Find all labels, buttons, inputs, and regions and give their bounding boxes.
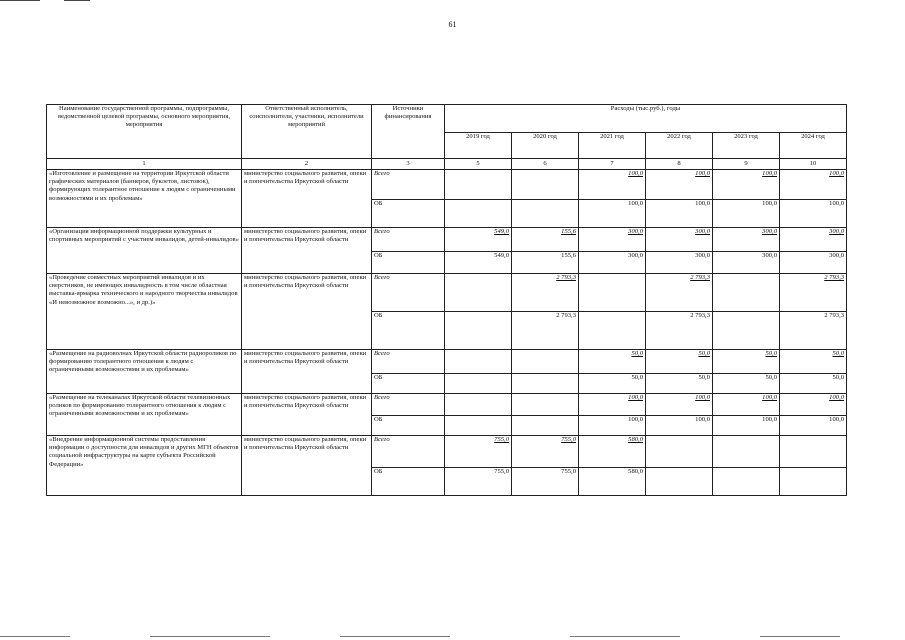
ob-value-cell: 755,0: [512, 468, 579, 496]
total-value-cell: 100,0: [713, 394, 780, 416]
ob-value-cell: 100,0: [579, 200, 646, 228]
ob-value-cell: [445, 416, 512, 436]
measure-name: «Изготовление и размещение на территории Иркутской области графических материалов (баннеров, буклетов, листовок), формирующих толерантное отношение к людям с ограниченными возможностями и их проблемам»: [47, 170, 242, 228]
source-ob-label: ОБ: [372, 416, 445, 436]
total-value-cell: 100,0: [646, 394, 713, 416]
table-row: [47, 228, 847, 252]
scan-edge-mark: [64, 0, 90, 1]
total-value-cell: 2 793,3: [646, 274, 713, 312]
table-row: [47, 350, 847, 374]
header-year: 2024 год: [780, 133, 847, 159]
header-year: 2022 год: [646, 133, 713, 159]
measure-name: «Размещение на радиоволнах Иркутской области радиороликов по формированию толерантного отношения к людям с ограниченными возможностями и их проблемам»: [47, 350, 242, 394]
table-row: [47, 274, 847, 312]
ob-value-cell: 100,0: [646, 416, 713, 436]
measure-name: «Организация информационной поддержки культурных и спортивных мероприятий с участием инвалидов, детей-инвалидов»: [47, 228, 242, 274]
responsible-executor: министерство социального развития, опеки и попечительства Иркутской области: [242, 274, 372, 350]
header-expenses: Расходы (тыс.руб.), годы: [445, 105, 847, 133]
ob-value-cell: 2 793,3: [512, 312, 579, 350]
source-ob-label: ОБ: [372, 468, 445, 496]
responsible-executor: министерство социального развития, опеки и попечительства Иркутской области: [242, 228, 372, 274]
ob-value-cell: [780, 468, 847, 496]
total-value-cell: 100,0: [780, 170, 847, 200]
ob-value-cell: 100,0: [780, 416, 847, 436]
header-year: 2021 год: [579, 133, 646, 159]
source-total-label: Всего: [372, 350, 445, 374]
total-value-cell: [780, 436, 847, 468]
column-number: 5: [445, 159, 512, 170]
ob-value-cell: 755,0: [445, 468, 512, 496]
ob-value-cell: [713, 468, 780, 496]
source-total-label: Всего: [372, 394, 445, 416]
ob-value-cell: 100,0: [780, 200, 847, 228]
ob-value-cell: 100,0: [579, 416, 646, 436]
ob-value-cell: 549,0: [445, 252, 512, 274]
total-value-cell: 100,0: [780, 394, 847, 416]
total-value-cell: 100,0: [713, 170, 780, 200]
column-number: 1: [47, 159, 242, 170]
ob-value-cell: [512, 200, 579, 228]
measure-name: «Проведение совместных мероприятий инвалидов и их сверстников, не имеющих инвалидность в том числе областная выставка-ярмарка технического и народного творчества инвалидов «И невозможное возможно...», и др.)»: [47, 274, 242, 350]
total-value-cell: [713, 274, 780, 312]
total-value-cell: [512, 394, 579, 416]
ob-value-cell: 100,0: [713, 416, 780, 436]
scan-edge-mark: [760, 636, 840, 637]
source-total-label: Всего: [372, 274, 445, 312]
ob-value-cell: 50,0: [780, 374, 847, 394]
scan-edge-mark: [0, 0, 40, 1]
ob-value-cell: [445, 374, 512, 394]
column-number: 9: [713, 159, 780, 170]
total-value-cell: [445, 170, 512, 200]
total-value-cell: [512, 170, 579, 200]
ob-value-cell: 50,0: [646, 374, 713, 394]
ob-value-cell: 300,0: [579, 252, 646, 274]
header-year: 2023 год: [713, 133, 780, 159]
source-ob-label: ОБ: [372, 200, 445, 228]
ob-value-cell: 300,0: [646, 252, 713, 274]
total-value-cell: 300,0: [646, 228, 713, 252]
ob-value-cell: 300,0: [713, 252, 780, 274]
total-value-cell: 300,0: [579, 228, 646, 252]
ob-value-cell: 100,0: [713, 200, 780, 228]
total-value-cell: [445, 394, 512, 416]
column-number: 3: [372, 159, 445, 170]
total-value-cell: 300,0: [713, 228, 780, 252]
total-value-cell: 100,0: [579, 394, 646, 416]
responsible-executor: министерство социального развития, опеки и попечительства Иркутской области: [242, 350, 372, 394]
total-value-cell: 755,0: [445, 436, 512, 468]
ob-value-cell: [445, 200, 512, 228]
header-year: 2019 год: [445, 133, 512, 159]
column-number: 2: [242, 159, 372, 170]
total-value-cell: [713, 436, 780, 468]
total-value-cell: 100,0: [646, 170, 713, 200]
ob-value-cell: 580,0: [579, 468, 646, 496]
budget-table: [46, 104, 847, 496]
total-value-cell: 755,0: [512, 436, 579, 468]
ob-value-cell: 50,0: [579, 374, 646, 394]
measure-name: «Внедрение информационной системы предоставления информации о доступности для инвалидов и других МГН объектов социальной инфраструктуры на карте субъекта Российской Федерации»: [47, 436, 242, 496]
ob-value-cell: 2 793,3: [780, 312, 847, 350]
ob-value-cell: 2 793,3: [646, 312, 713, 350]
scan-edge-mark: [150, 636, 270, 637]
table-row: [47, 436, 847, 468]
source-ob-label: ОБ: [372, 374, 445, 394]
header-sources: Источники финансирования: [372, 105, 445, 159]
source-ob-label: ОБ: [372, 312, 445, 350]
ob-value-cell: 50,0: [713, 374, 780, 394]
ob-value-cell: [579, 312, 646, 350]
source-total-label: Всего: [372, 170, 445, 200]
total-value-cell: 300,0: [780, 228, 847, 252]
ob-value-cell: [512, 416, 579, 436]
total-value-cell: 100,0: [579, 170, 646, 200]
total-value-cell: 155,6: [512, 228, 579, 252]
responsible-executor: министерство социального развития, опеки и попечительства Иркутской области: [242, 436, 372, 496]
ob-value-cell: [713, 312, 780, 350]
total-value-cell: [445, 274, 512, 312]
ob-value-cell: [445, 312, 512, 350]
total-value-cell: 549,0: [445, 228, 512, 252]
source-ob-label: ОБ: [372, 252, 445, 274]
header-responsible: Ответственный исполнитель, соисполнители, участники, исполнители мероприятий: [242, 105, 372, 159]
table-row: [47, 394, 847, 416]
scan-edge-mark: [570, 636, 680, 637]
total-value-cell: 50,0: [646, 350, 713, 374]
measure-name: «Размещение на телеканалах Иркутской области телевизионных роликов по формированию толерантного отношения к людям с ограниченными возможностями и их проблемам»: [47, 394, 242, 436]
table-row: [47, 170, 847, 200]
column-number: 6: [512, 159, 579, 170]
column-number: 7: [579, 159, 646, 170]
total-value-cell: [512, 350, 579, 374]
total-value-cell: [646, 436, 713, 468]
scan-edge-mark: [0, 636, 70, 637]
ob-value-cell: [646, 468, 713, 496]
total-value-cell: 2 793,3: [780, 274, 847, 312]
header-program-name: Наименование государственной программы, подпрограммы, ведомственной целевой программы, основного мероприятия, мероприятия: [47, 105, 242, 159]
column-number: 10: [780, 159, 847, 170]
header-year: 2020 год: [512, 133, 579, 159]
ob-value-cell: [512, 374, 579, 394]
source-total-label: Всего: [372, 436, 445, 468]
column-number: 8: [646, 159, 713, 170]
total-value-cell: 2 793,3: [512, 274, 579, 312]
ob-value-cell: 100,0: [646, 200, 713, 228]
total-value-cell: 50,0: [713, 350, 780, 374]
total-value-cell: 50,0: [780, 350, 847, 374]
scan-edge-mark: [340, 636, 450, 637]
total-value-cell: [445, 350, 512, 374]
total-value-cell: 580,0: [579, 436, 646, 468]
total-value-cell: [579, 274, 646, 312]
responsible-executor: министерство социального развития, опеки и попечительства Иркутской области: [242, 394, 372, 436]
ob-value-cell: 155,6: [512, 252, 579, 274]
ob-value-cell: 300,0: [780, 252, 847, 274]
total-value-cell: 50,0: [579, 350, 646, 374]
page-number: 61: [448, 20, 457, 29]
responsible-executor: министерство социального развития, опеки и попечительства Иркутской области: [242, 170, 372, 228]
source-total-label: Всего: [372, 228, 445, 252]
